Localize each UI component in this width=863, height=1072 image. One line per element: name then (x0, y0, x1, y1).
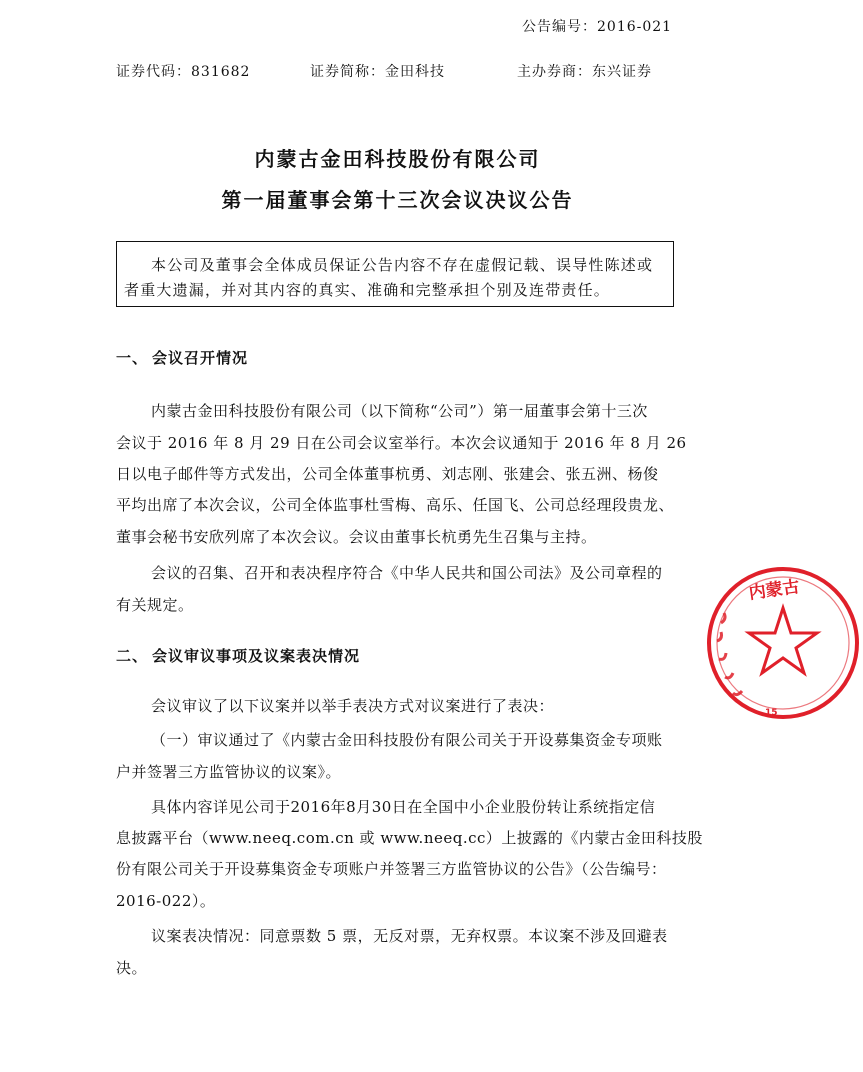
disclaimer-line1: 本公司及董事会全体成员保证公告内容不存在虚假记载、误导性陈述或 (151, 256, 654, 274)
section2-p2-line: （一）审议通过了《内蒙古金田科技股份有限公司关于开设募集资金专项账 (151, 731, 663, 749)
section2-p3-line: 份有限公司关于开设募集资金专项账户并签署三方监管协议的公告》（公告编号： (116, 860, 667, 878)
section2-number: 二、 (116, 647, 149, 665)
section1-p1-line: 平均出席了本次会议，公司全体监事杜雪梅、高乐、任国飞、公司总经理段贵龙、 (116, 496, 675, 514)
document-title-line2: 第一届董事会第十三次会议决议公告 (221, 188, 574, 212)
section2-p3-line: 2016-022）。 (116, 892, 216, 910)
section2-p2-line: 户并签署三方监管协议的议案》。 (116, 763, 342, 781)
company-seal-stamp (703, 563, 863, 723)
disclaimer-line2: 者重大遗漏，并对其内容的真实、准确和完整承担个别及连带责任。 (124, 281, 611, 299)
section1-p1-line: 董事会秘书安欣列席了本次会议。会议由董事长杭勇先生召集与主持。 (116, 528, 597, 546)
section2-p3-line: 具体内容详见公司于2016年8月30日在全国中小企业股份转让系统指定信 (151, 798, 656, 816)
stock-short-name: 证券简称：金田科技 (310, 64, 445, 80)
section1-p1-line: 内蒙古金田科技股份有限公司（以下简称“公司”）第一届董事会第十三次 (151, 402, 648, 420)
section1-heading: 会议召开情况 (152, 349, 249, 367)
section2-p1: 会议审议了以下议案并以举手表决方式对议案进行了表决： (151, 697, 555, 715)
announcement-number: 公告编号：2016-021 (522, 19, 673, 35)
section1-number: 一、 (116, 349, 149, 367)
section2-p4-line: 议案表决情况：同意票数 5 票，无反对票，无弃权票。本议案不涉及回避表 (151, 927, 668, 945)
section1-p1-line: 日以电子邮件等方式发出，公司全体董事杭勇、刘志刚、张建会、张五洲、杨俊 (116, 465, 659, 483)
section1-p2-line: 会议的召集、召开和表决程序符合《中华人民共和国公司法》及公司章程的 (151, 564, 663, 582)
section2-p4-line: 决。 (116, 959, 148, 977)
section2-p3-line: 息披露平台（www.neeq.com.cn 或 www.neeq.cc）上披露的《内蒙古金田科技股 (116, 829, 703, 847)
section1-p2-line: 有关规定。 (116, 596, 194, 614)
seal-number: 15 (765, 708, 778, 718)
sponsor-broker: 主办券商：东兴证券 (517, 64, 652, 80)
section1-p1-line: 会议于 2016 年 8 月 29 日在公司会议室举行。本次会议通知于 2016 年 8 月 26 (116, 434, 687, 452)
section2-heading: 会议审议事项及议案表决情况 (152, 647, 361, 665)
seal-text: 内蒙古 (747, 576, 801, 604)
stock-code: 证券代码：831682 (116, 64, 251, 80)
document-title-line1: 内蒙古金田科技股份有限公司 (254, 147, 541, 171)
